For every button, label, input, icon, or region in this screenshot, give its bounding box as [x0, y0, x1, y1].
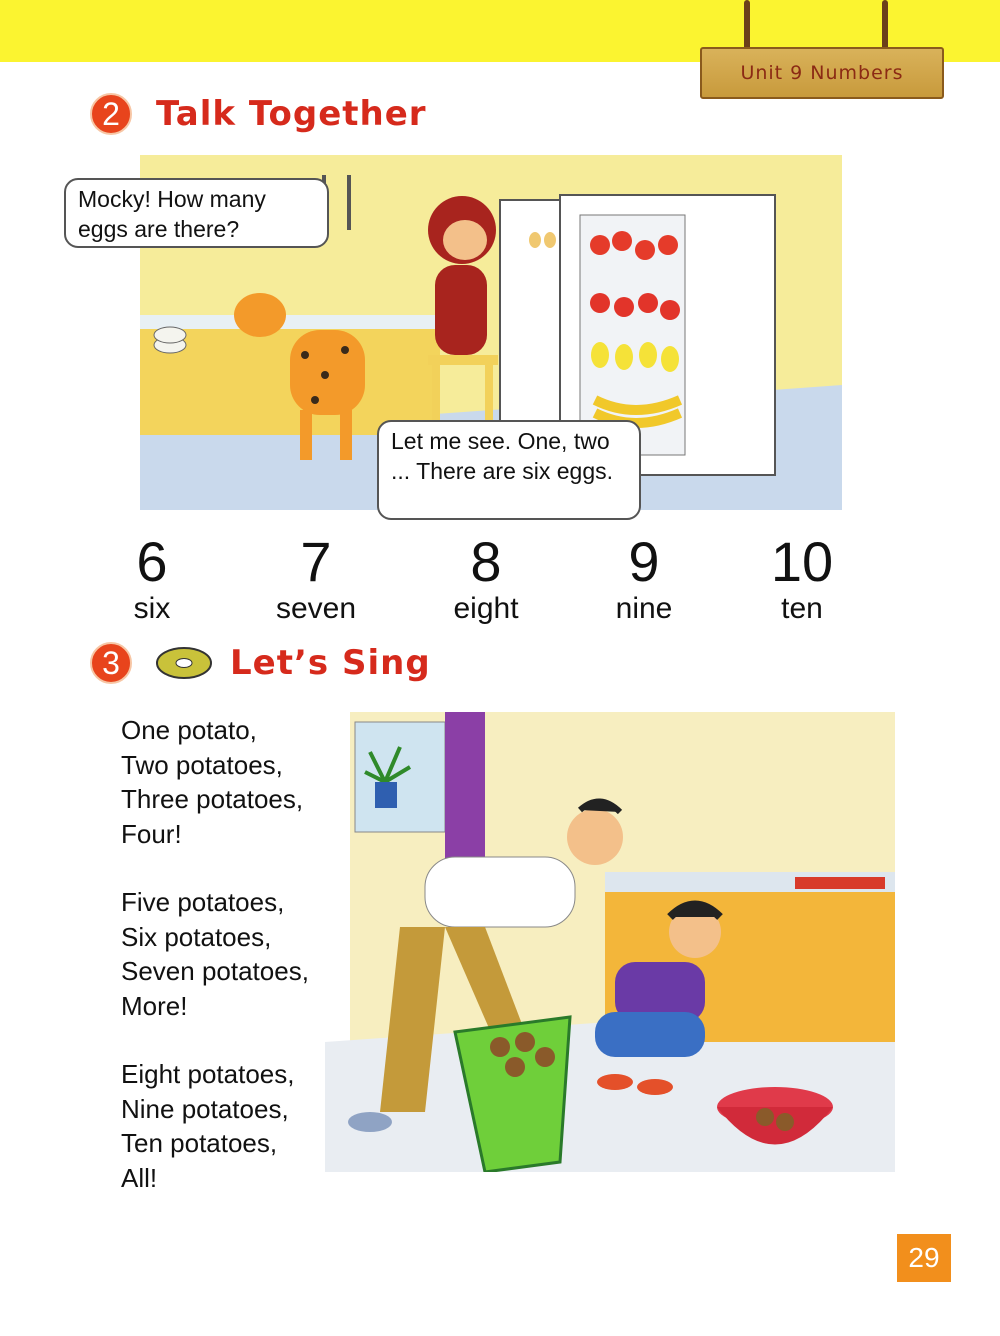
lyric-line: Four! [121, 818, 182, 849]
lyric-line: Two potatoes, [121, 749, 283, 780]
bubble-text: Let me see. One, two ... There are six eggs. [391, 428, 614, 484]
section-title: Let’s Sing [230, 643, 431, 683]
lyric-line: Nine potatoes, [121, 1093, 289, 1124]
speech-bubble-monkey [377, 420, 641, 520]
cd-audio-icon[interactable] [156, 646, 212, 680]
lyric-line: All! [121, 1162, 158, 1193]
number-digit: 7 [300, 530, 332, 593]
lyric-line: More! [121, 990, 188, 1021]
lyric-line: One potato, [121, 715, 257, 745]
unit-label: Unit 9 Numbers [740, 62, 904, 84]
number-word: seven [275, 592, 357, 625]
section-number-badge: 3 [90, 642, 132, 684]
section-number-badge: 2 [90, 93, 132, 135]
number-digit: 10 [770, 530, 834, 593]
bubble-text: Mocky! How many eggs are there? [78, 186, 266, 242]
vine-decoration [744, 0, 750, 52]
number-word: nine [615, 592, 673, 625]
lyric-line: Eight potatoes, [121, 1059, 295, 1089]
number-word: ten [781, 592, 823, 625]
lyric-line: Ten potatoes, [121, 1128, 278, 1158]
vine-decoration [882, 0, 888, 52]
number-six [92, 532, 212, 626]
number-nine [584, 532, 704, 626]
bowl-stack-icon [154, 327, 186, 353]
number-word: six [133, 592, 171, 625]
talk-together-heading [90, 93, 427, 135]
lyric-line: Six potatoes, [121, 921, 272, 952]
unit-sign [700, 47, 944, 99]
lets-sing-heading [90, 642, 431, 684]
lyric-line: Five potatoes, [121, 887, 285, 917]
section-title: Talk Together [156, 94, 427, 134]
speech-bubble-leopard [64, 178, 329, 248]
number-word: eight [453, 592, 519, 625]
number-digit: 8 [470, 530, 502, 593]
lyric-line: Three potatoes, [121, 784, 304, 814]
potato-kitchen-illustration [325, 712, 895, 1172]
number-eight [426, 532, 546, 626]
number-ten [742, 532, 862, 626]
number-seven [256, 532, 376, 626]
number-digit: 6 [136, 530, 168, 593]
number-digit: 9 [628, 530, 660, 593]
page-number: 29 [897, 1234, 951, 1282]
lyric-line: Seven potatoes, [121, 956, 309, 986]
